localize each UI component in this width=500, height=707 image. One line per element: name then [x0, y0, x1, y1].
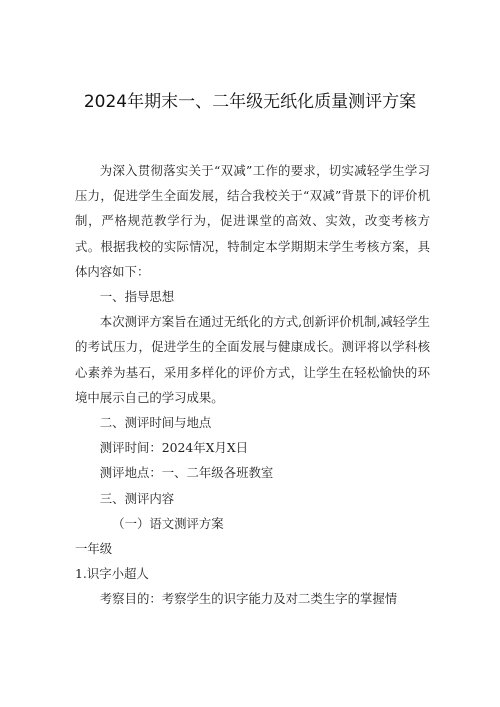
document-title: 2024年期末一、二年级无纸化质量测评方案	[83, 92, 417, 112]
test-time-text: 测评时间：2024年X月X日	[99, 440, 249, 456]
item-literacy-title: 1.识字小超人	[75, 566, 149, 582]
section-heading-content: 三、测评内容	[99, 490, 175, 506]
grade-one-label: 一年级	[75, 541, 113, 557]
document-body	[75, 158, 430, 612]
guiding-ideology-paragraph: 本次测评方案旨在通过无纸化的方式,创新评价机制,减轻学生的考试压力，促进学生的全面发展与健康成长。测评将以学科核心素养为基石，采用多样化的评价方式，让学生在轻松愉快的环境中展示自己的学习成果。	[75, 314, 430, 405]
section-heading-guiding-ideology: 一、指导思想	[99, 289, 175, 305]
section-heading-time-place: 二、测评时间与地点	[99, 415, 212, 431]
intro-paragraph: 为深入贯彻落实关于“双减”工作的要求，切实减轻学生学习压力，促进学生全面发展，结合我校关于“双减”背景下的评价机制，严格规范教学行为，促进课堂的高效、实效，改变考核方式。根据我校的实际情况，特制定本学期期末学生考核方案，具体内容如下：	[75, 163, 430, 279]
subsection-heading-chinese: （一）语文测评方案	[112, 515, 224, 531]
test-place-text: 测评地点：一、二年级各班教室	[99, 465, 274, 481]
item-literacy-purpose: 考察目的：考察学生的识字能力及对二类生字的掌握情	[99, 591, 398, 607]
